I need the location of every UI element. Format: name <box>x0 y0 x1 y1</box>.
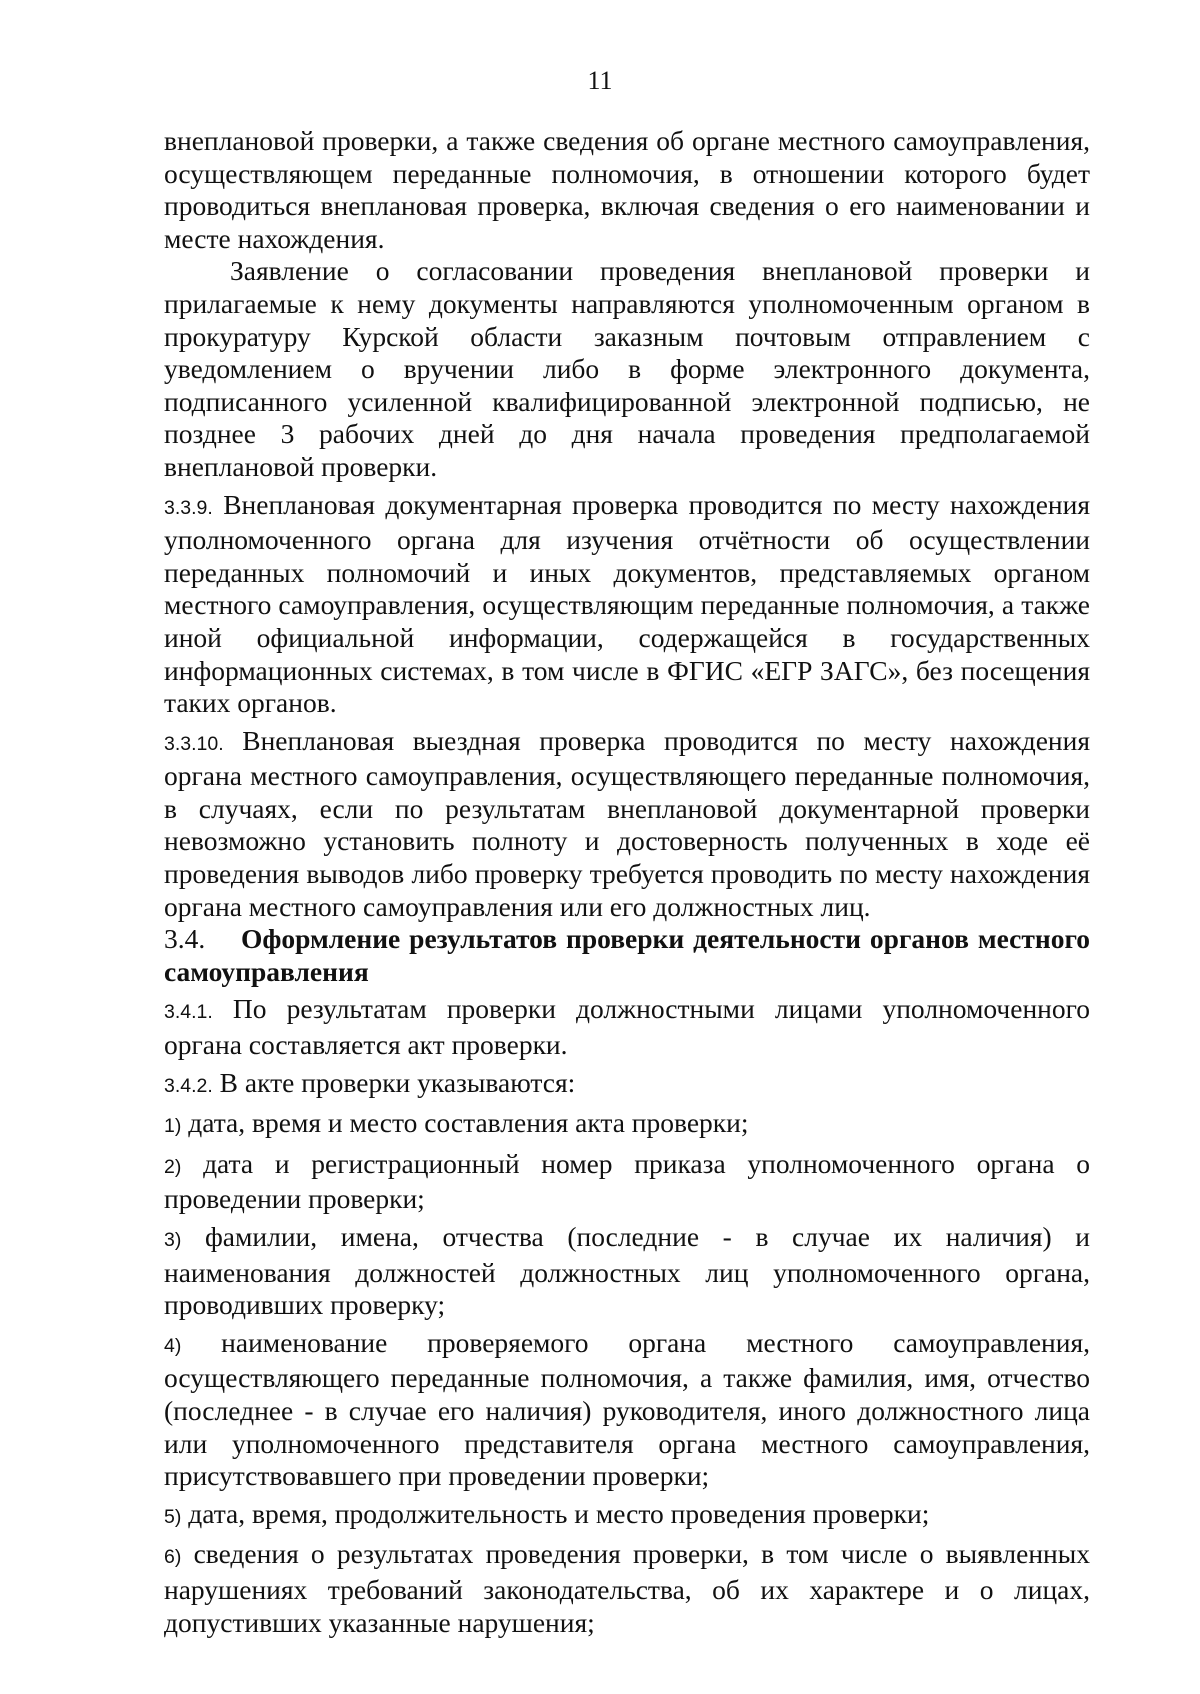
clause-number: 3.3.9. <box>164 496 213 519</box>
list-item-text: дата и регистрационный номер приказа уполномоченного органа о проведении проверки; <box>164 1147 1090 1215</box>
list-item-2 <box>164 1148 1090 1216</box>
clause-number: 3.4.2. <box>164 1074 213 1097</box>
list-item-5 <box>164 1498 1090 1534</box>
clause-text: Внеплановая выездная проверка проводится по месту нахождения органа местного самоуправления, осуществляющего переданные полномочия, в случаях, если по результатам внеплановой документарной проверки невозможно установить полноту и достоверность полученных в ходе её проведения выводов либо проверку требуется проводить по месту нахождения органа местного самоуправления или его должностных лиц. <box>164 724 1091 922</box>
clause-text: По результатам проверки должностными лицами уполномоченного органа составляется акт проверки. <box>164 993 1090 1061</box>
list-item-text: дата, время и место составления акта проверки; <box>188 1107 749 1139</box>
list-item-1 <box>164 1107 1090 1143</box>
document-body <box>164 125 1090 1639</box>
section-heading-3-4 <box>164 923 1090 988</box>
list-item-number: 1) <box>164 1115 182 1138</box>
clause-text: В акте проверки указываются: <box>219 1066 576 1098</box>
section-number: 3.4. <box>164 923 206 955</box>
clause-number: 3.3.10. <box>164 732 224 755</box>
list-item-number: 3) <box>164 1229 182 1251</box>
list-item-4 <box>164 1327 1090 1493</box>
section-title: Оформление результатов проверки деятельности органов местного самоуправления <box>164 923 1090 987</box>
list-item-number: 2) <box>164 1155 182 1178</box>
clause-3-3-10 <box>164 725 1090 924</box>
clause-number: 3.4.1. <box>164 1001 213 1024</box>
clause-3-4-2 <box>164 1067 1090 1103</box>
paragraph-continuation: внеплановой проверки, а также сведения об органе местного самоуправления, осуществляющем переданные полномочия, в отношении которого будет проводиться внеплановая проверка, включая сведения о его наименовании и месте нахождения. <box>164 125 1090 254</box>
list-item-text: фамилии, имена, отчества (последние - в случае их наличия) и наименования должностей должностных лиц уполномоченного органа, проводивших проверку; <box>164 1221 1090 1321</box>
clause-3-3-9 <box>164 489 1090 720</box>
list-item-number: 6) <box>164 1546 182 1569</box>
clause-text: Внеплановая документарная проверка проводится по месту нахождения уполномоченного органа для изучения отчётности об осуществлении переданных полномочий и иных документов, представляемых органом местного самоуправления, осуществляющим переданные полномочия, а также иной официальной информации, содержащейся в государственных информационных системах, в том числе в ФГИС «ЕГР ЗАГС», без посещения таких органов. <box>164 488 1091 719</box>
list-item-text: дата, время, продолжительность и место проведения проверки; <box>188 1497 930 1529</box>
list-item-text: сведения о результатах проведения проверки, в том числе о выявленных нарушениях требований законодательства, об их характере и о лицах, допустивших указанные нарушения; <box>164 1538 1091 1638</box>
list-item-number: 5) <box>164 1505 182 1528</box>
list-item-number: 4) <box>164 1334 182 1357</box>
paragraph-approval-application: Заявление о согласовании проведения внеплановой проверки и прилагаемые к нему документы направляются уполномоченным органом в прокуратуру Курской области заказным почтовым отправлением с уведомлением о вручении либо в форме электронного документа, подписанного усиленной квалифицированной электронной подписью, не позднее 3 рабочих дней до дня начала проведения предполагаемой внеплановой проверки. <box>164 255 1090 482</box>
list-item-text: наименование проверяемого органа местного самоуправления, осуществляющего переданные полномочия, а также фамилия, имя, отчество (последнее - в случае его наличия) руководителя, иного должностного лица или уполномоченного представителя органа местного самоуправления, присутствовавшего при проведении проверки; <box>164 1326 1090 1492</box>
clause-3-4-1 <box>164 993 1090 1061</box>
list-item-3 <box>164 1221 1090 1322</box>
page-number: 11 <box>587 66 613 95</box>
list-item-6 <box>164 1538 1090 1639</box>
